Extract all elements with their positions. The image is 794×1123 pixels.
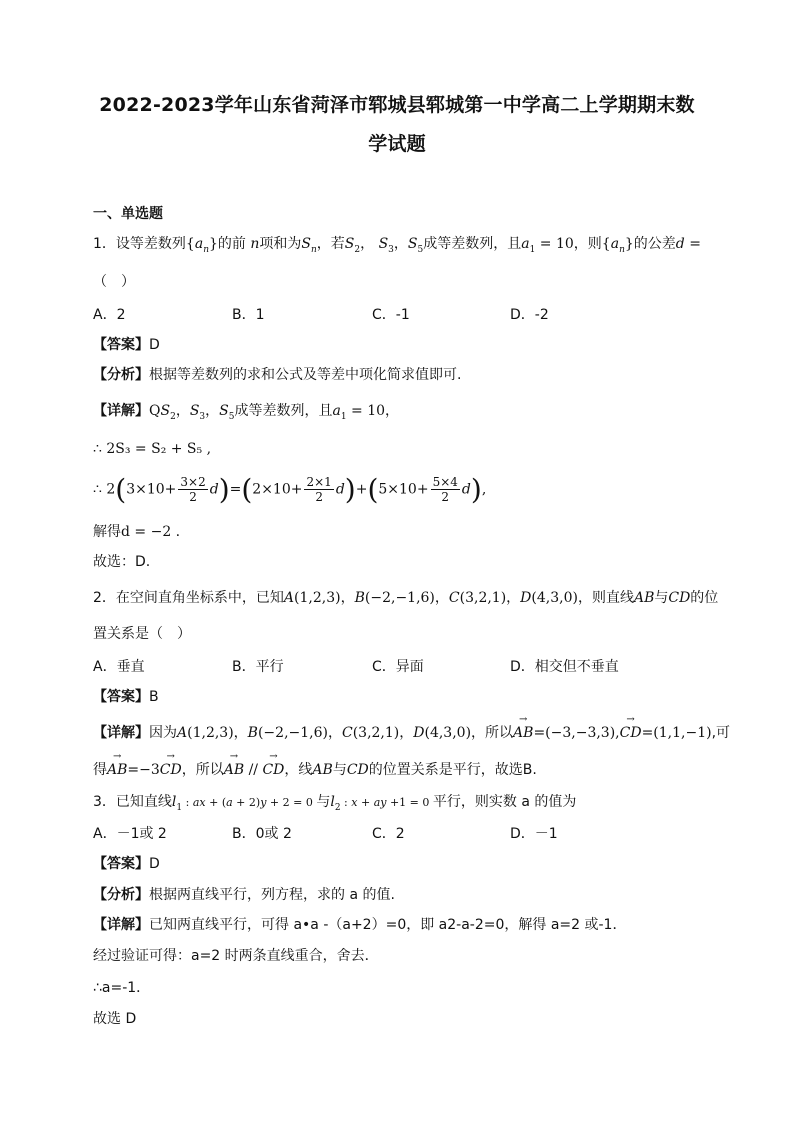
q3-option-c[interactable]: C．2	[372, 826, 405, 842]
q3-option-b[interactable]: B．0或 2	[232, 826, 292, 842]
q3-option-d[interactable]: D．－1	[510, 826, 558, 842]
q1-step2: ∴ 2(3×10+ $\frac{3\times 2}{2}$ d)=(2×10+ $\frac{2\times 1}{2}$ d)+(5×10+ $\frac{5\times 4}{2}$ d),	[93, 473, 487, 506]
q3-answer: 【答案】D	[93, 856, 160, 872]
q2-option-b[interactable]: B．平行	[232, 659, 284, 675]
q3-stem: 3．已知直线$l_1$ : ax + (a + 2)y + 2 = 0 与$l_2$ : x + ay +1 = 0 平行，则实数 a 的值为	[93, 794, 577, 813]
q2-detail: 【详解】因为A(1,2,3)，B(−2,−1,6)，C(3,2,1)，D(4,3,0)，所以→ AB=(−3,−3,3),→ CD=(1,1,−1),可	[93, 722, 730, 742]
q3-conclusion: 故选 D	[93, 1011, 137, 1027]
q2-stem: 2．在空间直角坐标系中，已知A(1,2,3)，B(−2,−1,6)，C(3,2,1)，D(4,3,0)，则直线AB与CD的位	[93, 590, 719, 606]
q2-detail-line2: 得→ AB=−3→ CD，所以→ AB // → CD，线AB与CD的位置关系是平行，故选B.	[93, 759, 537, 779]
q3-verify: 经过验证可得：a=2 时两条直线重合，舍去．	[93, 948, 379, 964]
q1-step3: 解得d = −2 .	[93, 524, 181, 540]
q3-option-a[interactable]: A．－1或 2	[93, 826, 167, 842]
q1-step1: ∴ 2S₃ = S₂ + S₅ ,	[93, 441, 212, 457]
q1-option-c[interactable]: C．-1	[372, 307, 410, 323]
q1-stem: 1．设等差数列$\{a_n\}$的前 n项和为$S_n$，若$S_2$， $S_3$，$S_5$成等差数列，且$a_1 = 10$，则$\{a_n\}$的公差d =	[93, 236, 701, 255]
q1-option-a[interactable]: A．2	[93, 307, 126, 323]
q1-paren: （ ）	[93, 274, 135, 290]
q1-answer: 【答案】D	[93, 337, 160, 353]
q2-option-d[interactable]: D．相交但不垂直	[510, 659, 619, 675]
q2-option-a[interactable]: A．垂直	[93, 659, 145, 675]
q1-detail: 【详解】$QS_2$，$S_3$，$S_5$成等差数列，且$a_1 = 10$，	[93, 403, 400, 422]
q1-option-d[interactable]: D．-2	[510, 307, 549, 323]
section-heading: 一、单选题	[93, 206, 163, 222]
q2-answer: 【答案】B	[93, 689, 159, 705]
q1-analysis: 【分析】根据等差数列的求和公式及等差中项化简求值即可.	[93, 367, 462, 383]
q3-result: ∴a=-1．	[93, 980, 151, 996]
q3-analysis: 【分析】根据两直线平行，列方程，求的 a 的值.	[93, 887, 395, 903]
q2-stem-line2: 置关系是（ ）	[93, 626, 191, 642]
q1-conclusion: 故选：D.	[93, 554, 151, 570]
q1-option-b[interactable]: B．1	[232, 307, 265, 323]
document-title-line1: 2022-2023学年山东省菏泽市郓城县郓城第一中学高二上学期期末数	[99, 94, 695, 116]
q3-detail: 【详解】已知两直线平行，可得 a•a -（a+2）=0，即 a2-a-2=0，解得 a=2 或-1．	[93, 917, 627, 933]
q2-option-c[interactable]: C．异面	[372, 659, 424, 675]
document-title-line2: 学试题	[368, 133, 426, 155]
